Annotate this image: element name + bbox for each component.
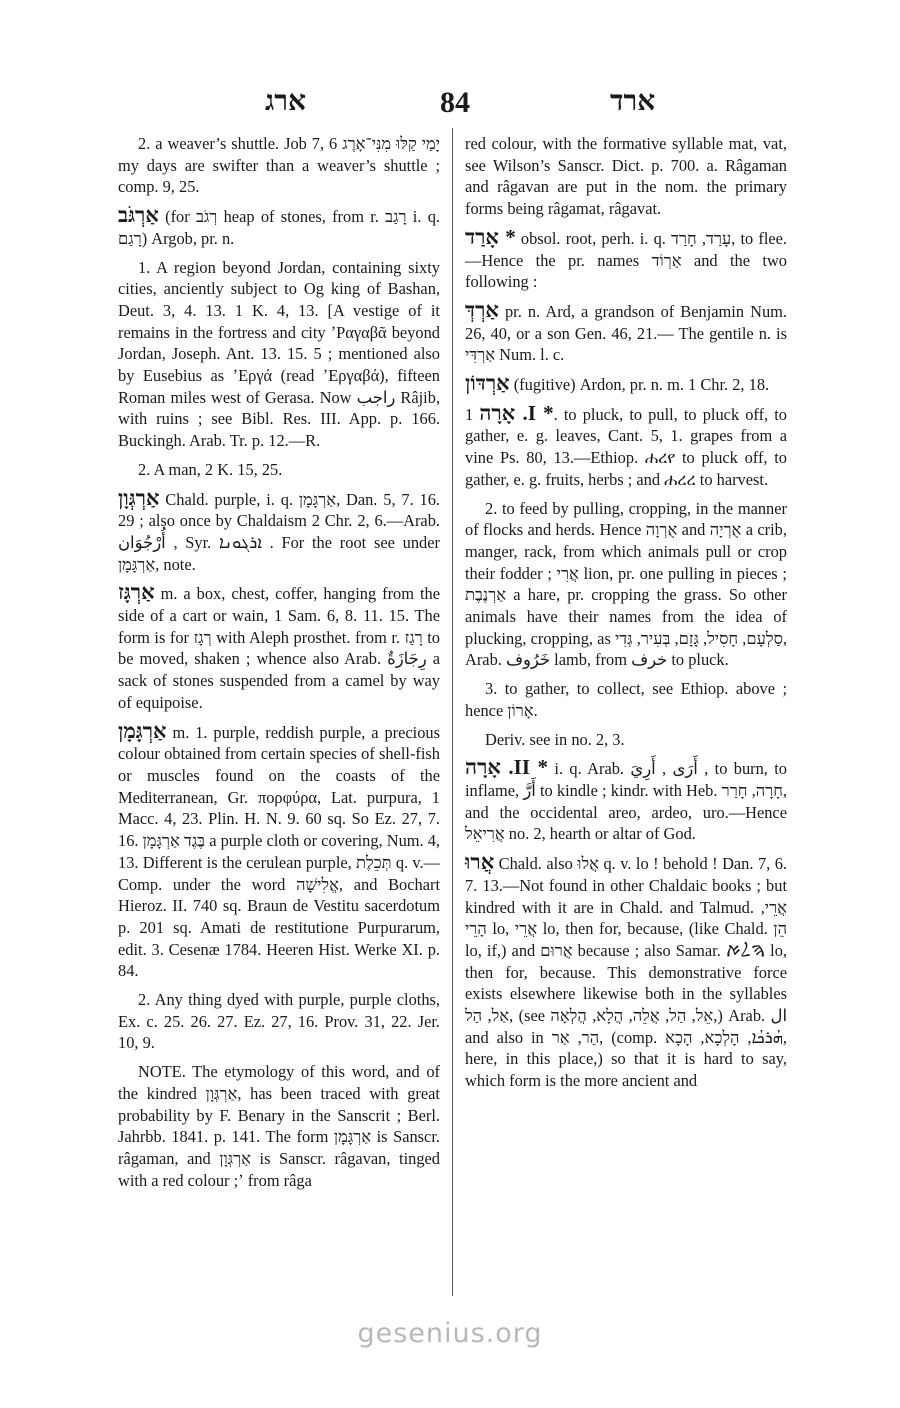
headword-arah-2: * II. אָרָה	[465, 755, 549, 780]
entry-arad-text: obsol. root, perh. i. q. עָרַד, חָרַד, to flee.—Hence the pr. names אַרְוֹד and the two following :	[465, 228, 788, 292]
entry-ard	[465, 297, 787, 366]
entry-argevan-text: Chald. purple, i. q. אַרְגָּמָן, Dan. 5, 7. 16. 29 ; also once by Chaldaism 2 Chr. 2, 6.—Arab. أُرْجُوَان , Syr. ܐܪܓܘܢܐ . For the root see under אַרְגָּמָן, note.	[118, 489, 441, 574]
site-watermark: gesenius.org	[357, 1318, 543, 1349]
entry-argevan	[118, 485, 441, 576]
entry-argaz	[118, 582, 440, 713]
left-para-7: 2. Any thing dyed with purple, purple cloths, Ex. c. 25. 26. 27. Ez. 27, 16. Prov. 31, 22. Jer. 10, 9.	[118, 990, 440, 1053]
entry-arah-2-text: i. q. Arab. أَرَى , أَرِيَ , to burn, to inflame, أَرَّ to kindle ; kindr. with Heb. חָרָה, חָרַר, and the occidental areo, ardeo, uro.—Hence אֲרִיאֵל no. 2, hearth or altar of God.	[465, 759, 787, 844]
headword-arad: * אָרַד	[465, 224, 516, 249]
right-para-5: 2. to feed by pulling, cropping, in the manner of flocks and herds. Hence אֻרְוָה and אֻרְיָה a crib, manger, rack, from which animals pull or crop their fodder ; אֲרִי lion, pr. one pulling in pieces ; אַרְנֶבֶת a hare, pr. cropping the grass. So other animals have their names from the idea of plucking, cropping, as סַלְעָם, חָסִיל, גָּזָם, בְּעִיר, גְּדִי, Arab. خَرُوف lamb, from خرف to pluck.	[465, 498, 788, 670]
header-left-guide-word: ארג	[265, 86, 306, 117]
entry-argaman-text: m. 1. purple, reddish purple, a precious colour obtained from certain species of shell-fish or muscles found on the coasts of the Mediterranean, Gr. πορφύρα, Lat. purpura, 1 Macc. 4, 23. Plin. H. N. 9. 60 sq. So Ez. 27, 7. 16. בֶּגֶד אַרְגָּמָן a purple cloth or covering, Num. 4, 13. Different is the cerulean purple, תְּכֵלֶת q. v.—Comp. under the word אֱלִישָׁה, and Bochart Hieroz. II. 740 sq. Braun de Vestitu sacerdotum p. 201 sq. Amati de restitutione Purpurarum, edit. 3. Cesenæ 1784. Heeren Hist. Werke XI. p. 84.	[118, 722, 441, 981]
left-column	[118, 133, 440, 1198]
left-para-2: 1. A region beyond Jordan, containing sixty cities, anciently subject to Og king of Bashan, Deut. 3, 4. 13. 1 K. 4, 13. [A vestige of it remains in the fortress and city ʼΡαγαβᾶ beyond Jordan, Joseph. Ant. 13. 15. 5 ; mentioned also by Eusebius as ʼΕργά (read ʼΕργαβά), fifteen Roman miles west of Gerasa. Now راجب Râjib, with ruins ; see Bibl. Res. III. App. p. 166. Buckingh. Arab. Tr. p. 12.—R.	[118, 257, 440, 451]
entry-arah-1	[465, 400, 788, 491]
entry-argob-text: (for רְגֹב heap of stones, from r. רָגַב i. q. רָגַם) Argob, pr. n.	[118, 207, 440, 248]
entry-aru	[465, 852, 787, 1092]
headword-ardon: אַרְדּוֹן	[465, 371, 510, 396]
left-para-note: NOTE. The etymology of this word, and of the kindred אַרְגְּוָן, has been traced with great probability by F. Benary in the Sanscrit ; Berl. Jahrbb. 1841. p. 141. The form אַרְגָּמָן is Sanscr. râgaman, and אַרְגְּוָן is Sanscr. râgavan, tinged with a red colour ;ʼ from râga	[118, 1062, 440, 1190]
right-column	[465, 133, 787, 1099]
right-para-0: red colour, with the formative syllable mat, vat, see Wilson’s Sanscr. Dict. p. 700. a. Râgaman and râgavan are put in the nom. the primary forms being râgamat, râgavat.	[465, 134, 787, 219]
left-para-3: 2. A man, 2 K. 15, 25.	[138, 459, 283, 479]
headword-aru: אֲרוּ	[465, 850, 495, 875]
headword-argob: אַרְגֹּב	[118, 203, 159, 228]
page-number: 84	[440, 86, 470, 119]
entry-arah-2	[465, 757, 787, 845]
entry-arah-1-text: 1. to pluck, to pull, to pluck off, to gather, e. g. leaves, Cant. 5, 1. grapes from a vine Ps. 80, 13.—Ethiop. ሐረየ to pluck off, to gather, e. g. fruits, herbs ; and ሐረረ to harvest.	[465, 404, 788, 489]
headword-argaman: אַרְגָּמָן	[118, 718, 167, 743]
headword-argevan: אַרְגְּוָן	[118, 485, 160, 510]
entry-argaz-text: m. a box, chest, coffer, hanging from the side of a cart or wain, 1 Sam. 6, 8. 11. 15. The form is for רְגָז with Aleph prosthet. from r. רָגַז to be moved, shaken ; whence also Arab. رِجَازَةٌ a sack of stones suspended from a camel by way of equipoise.	[118, 584, 441, 712]
entry-argob	[118, 205, 440, 249]
headword-argaz: אַרְגָּז	[118, 580, 155, 605]
left-para-0: 2. a weaver’s shuttle. Job 7, 6 יָמַי קַלּוּ מִנִּי־אָרֶג my days are swifter than a weaver’s shuttle ; comp. 9, 25.	[118, 134, 440, 197]
right-para-6: 3. to gather, to collect, see Ethiop. above ; hence אָרוֹן.	[465, 679, 787, 720]
entry-ard-text: pr. n. Ard, a grandson of Benjamin Num. 26, 40, or a son Gen. 46, 21.— The gentile n. is אַרְדִּי Num. l. c.	[465, 301, 787, 365]
header-right-guide-word: ארד	[610, 86, 656, 117]
right-para-7: Deriv. see in no. 2, 3.	[485, 729, 625, 749]
headword-ard: אַרְדְּ	[465, 297, 499, 322]
entry-arad	[465, 224, 788, 293]
entry-ardon-text: (fugitive) Ardon, pr. n. m. 1 Chr. 2, 18.	[509, 375, 770, 395]
entry-aru-text: Chald. also אֲלוּ q. v. lo ! behold ! Dan. 7, 6. 7. 13.—Not found in other Chaldaic books ; but kindred with it are in Chald. and Talmud. אֲרֵי, הָרֵי lo, אֲרֵי lo, then for, because, (like Chald. הֵן lo, if,) and אֲרוּם because ; also Samar. ࠄࠋࠀ lo, then for, because. This demonstrative force exists elsewhere likewise both in the syllables אַל, הַל, (see אֵל, הַל, אֲלֵה, הֲלָא, הֲלְאָה,) Arab. ال and also in הַר, אַר, (comp. ܗܳܪܟܳܐ, הָלְכָא, הָכָא, here, in this place,) so that it is hard to say, which form is the more ancient and	[465, 854, 788, 1091]
headword-arah-1: * I. אָרָה	[479, 400, 554, 425]
running-header	[110, 86, 790, 126]
entry-argaman	[118, 718, 441, 982]
entry-ardon	[465, 373, 787, 396]
column-divider	[452, 128, 453, 1296]
